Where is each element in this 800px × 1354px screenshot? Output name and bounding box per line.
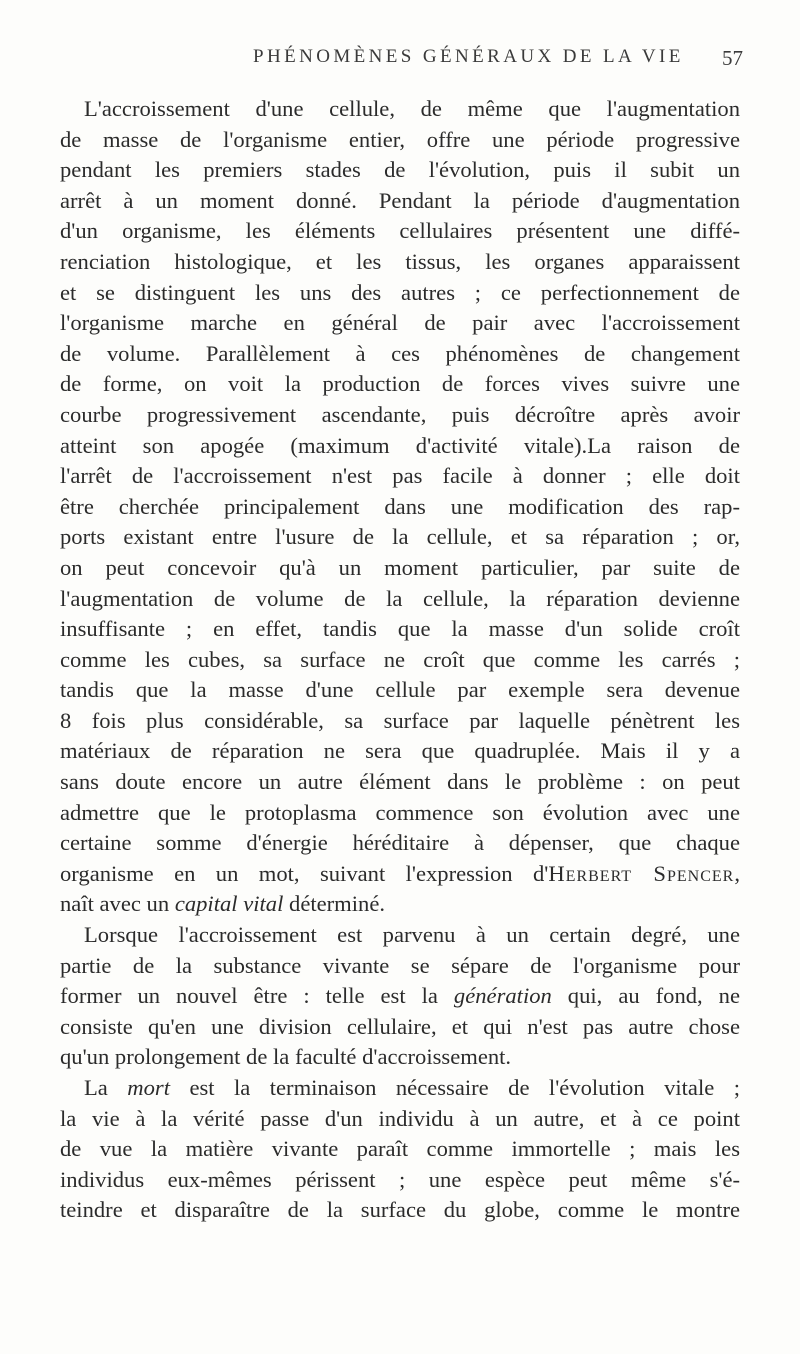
italic-term: mort (127, 1075, 170, 1100)
page-number: 57 (722, 46, 743, 70)
text-line: consiste qu'en une division cellulaire, et qui n'est pas autre chose (60, 1013, 740, 1039)
text-fragment: est la terminaison nécessaire de l'évolution vitale ; (169, 1075, 740, 1100)
text-line: pendant les premiers stades de l'évolution, puis il subit un (60, 157, 740, 183)
text-line: ports existant entre l'usure de la cellule, et sa réparation ; or, (60, 524, 740, 550)
text-line: individus eux-mêmes périssent ; une espèce peut même s'é- (60, 1166, 740, 1192)
body-text (60, 94, 740, 1226)
text-line: être cherchée principalement dans une modification des rap- (60, 493, 740, 519)
text-fragment: naît avec un (60, 891, 175, 917)
text-line: l'arrêt de l'accroissement n'est pas facile à donner ; elle doit (60, 463, 740, 489)
text-line: arrêt à un moment donné. Pendant la période d'augmentation (60, 187, 740, 213)
text-line (60, 981, 740, 1012)
text-line: la vie à la vérité passe d'un individu à un autre, et à ce point (60, 1105, 740, 1131)
text-line (60, 889, 740, 920)
text-line: de masse de l'organisme entier, offre une période progressive (60, 126, 740, 152)
text-line: qu'un prolongement de la faculté d'accroissement. (60, 1044, 512, 1070)
text-fragment: , (734, 860, 741, 886)
text-line (60, 859, 740, 890)
text-line: partie de la substance vivante se sépare de l'organisme pour (60, 952, 740, 978)
author-name: Herbert Spencer (548, 860, 735, 886)
text-line: Lorsque l'accroissement est parvenu à un certain degré, une (84, 922, 740, 948)
text-line: matériaux de réparation ne sera que quadruplée. Mais il y a (60, 738, 740, 764)
text-line: renciation histologique, et les tissus, les organes apparaissent (60, 248, 740, 274)
text-fragment: former un nouvel être : telle est la (60, 983, 454, 1009)
text-line: admettre que le protoplasma commence son évolution avec une (60, 799, 740, 825)
italic-term: capital vital (174, 891, 284, 917)
text-line: tandis que la masse d'une cellule par exemple sera devenue (60, 677, 740, 703)
running-title: PHÉNOMÈNES GÉNÉRAUX DE LA VIE (253, 46, 684, 67)
italic-term: génération (453, 983, 552, 1009)
text-line: et se distinguent les uns des autres ; ce perfectionnement de (60, 279, 740, 305)
text-line: 8 fois plus considérable, sa surface par laquelle pénètrent les (60, 707, 740, 733)
text-line: l'augmentation de volume de la cellule, la réparation devienne (60, 585, 740, 611)
text-fragment: La (84, 1075, 128, 1100)
text-fragment: déterminé. (283, 891, 386, 917)
text-line: de volume. Parallèlement à ces phénomènes de changement (60, 340, 740, 366)
text-line: l'organisme marche en général de pair avec l'accroissement (60, 310, 740, 336)
text-line: courbe progressivement ascendante, puis décroître après avoir (60, 401, 740, 427)
text-line: certaine somme d'énergie héréditaire à dépenser, que chaque (60, 830, 740, 856)
text-line: sans doute encore un autre élément dans le problème : on peut (60, 769, 740, 795)
text-line: de vue la matière vivante paraît comme immortelle ; mais les (60, 1136, 740, 1162)
text-line: L'accroissement d'une cellule, de même que l'augmentation (84, 96, 740, 121)
text-line: d'un organisme, les éléments cellulaires présentent une diffé- (60, 218, 740, 244)
text-line: on peut concevoir qu'à un moment particulier, par suite de (60, 554, 740, 580)
text-fragment: organisme en un mot, suivant l'expression d' (60, 860, 549, 886)
text-line: de forme, on voit la production de forces vives suivre une (60, 371, 740, 397)
text-line: atteint son apogée (maximum d'activité vitale).La raison de (60, 432, 740, 458)
text-fragment: qui, au fond, ne (551, 983, 741, 1009)
text-line: insuffisante ; en effet, tandis que la masse d'un solide croît (60, 616, 740, 642)
text-line: comme les cubes, sa surface ne croît que comme les carrés ; (60, 646, 740, 672)
text-line: teindre et disparaître de la surface du globe, comme le montre (60, 1197, 740, 1223)
text-line (60, 1073, 740, 1104)
